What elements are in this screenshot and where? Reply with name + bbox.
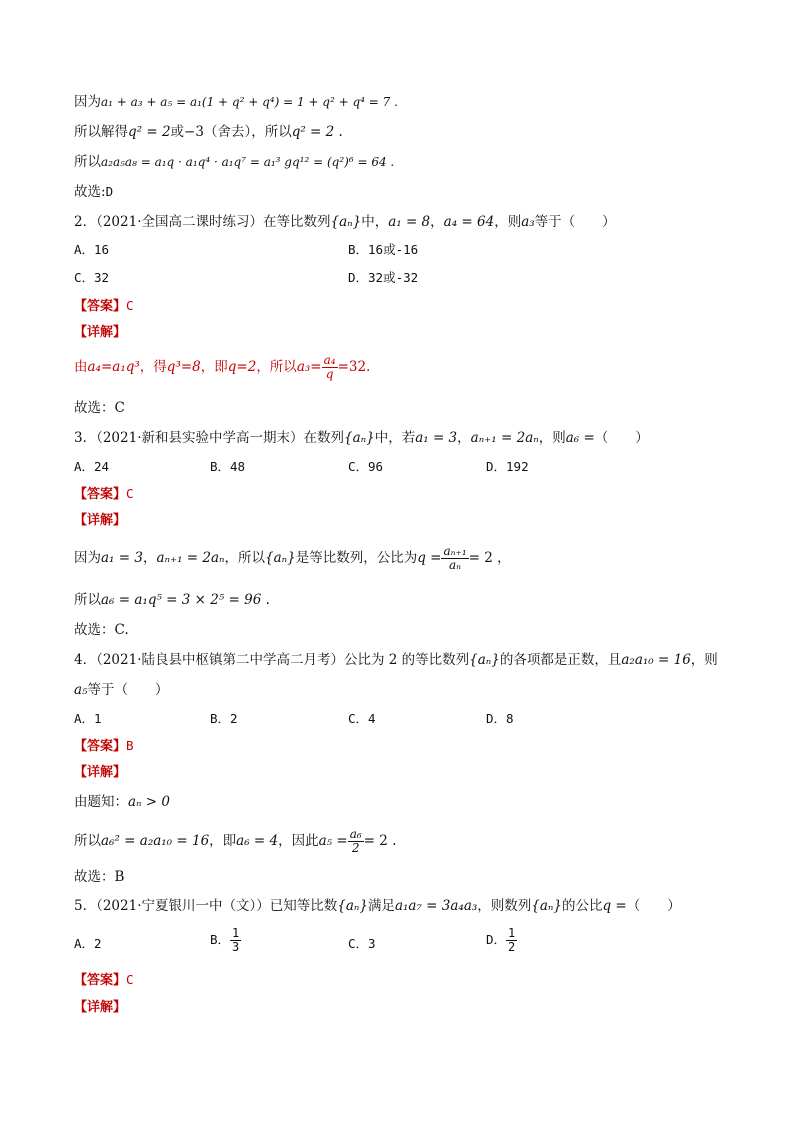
q4-stem: [74, 650, 718, 670]
answer-label: 【答案】: [74, 973, 127, 988]
option-value: 3: [368, 936, 376, 951]
math: aₙ₊₁ = 2aₙ: [470, 430, 539, 446]
fraction: [348, 828, 364, 855]
q3-answer: [74, 484, 134, 505]
math: {aₙ}: [265, 550, 296, 566]
math: {aₙ}: [469, 652, 500, 668]
intro-line-3: [74, 152, 394, 172]
denominator: aₙ: [449, 558, 462, 572]
text: 2．（2021·全国高二课时练习）在等比数列: [74, 214, 331, 230]
option-letter: C．: [348, 936, 369, 951]
option-letter: B．: [210, 932, 231, 947]
text: ，得: [139, 359, 167, 375]
text: 中，若: [374, 430, 416, 446]
q4-conclusion: [74, 867, 124, 887]
math: {aₙ}: [531, 898, 562, 914]
q5-option-a: [74, 934, 102, 954]
numerator: a₄: [323, 353, 336, 367]
intro-line-1: [74, 92, 398, 112]
answer-label: 【答案】: [74, 487, 127, 502]
q4-solution-1: [74, 792, 170, 812]
text: ，所以: [256, 359, 297, 375]
comma: ，: [430, 214, 444, 230]
answer-value: C: [126, 298, 134, 313]
math: a₃: [521, 214, 535, 230]
math: q³=8: [166, 359, 201, 375]
q5-option-c: [348, 934, 376, 954]
text: 等于（ ）: [87, 682, 169, 698]
q3-stem: [74, 428, 649, 448]
option-value: 2: [94, 936, 102, 951]
text: 的公比: [561, 898, 603, 914]
text: ，即: [200, 359, 228, 375]
q4-solution-2: [74, 826, 396, 856]
math: a₄ = 64: [443, 214, 495, 230]
text: 由题知：: [74, 794, 128, 810]
q4-option-d: D．8: [486, 711, 514, 726]
text: 所以: [74, 592, 101, 608]
math: q² = 2: [128, 124, 171, 140]
q5-option-b: [210, 927, 241, 954]
denominator: 2: [508, 940, 516, 954]
text: = 2 .: [363, 833, 397, 849]
q3-option-a: A．24: [74, 459, 110, 474]
math: {aₙ}: [337, 898, 368, 914]
denominator: 2: [351, 841, 360, 855]
math: a₆ =: [565, 430, 595, 446]
text: 因为: [74, 550, 101, 566]
answer-value: C: [126, 486, 134, 501]
text: 的各项都是正数，且: [499, 652, 622, 668]
denominator: q: [325, 367, 334, 381]
option-letter: A．: [74, 936, 95, 951]
detail-label: 【详解】: [74, 765, 127, 780]
math: {aₙ}: [330, 214, 362, 230]
math: a₁ = 3: [415, 430, 458, 446]
q5-option-d: [486, 927, 517, 954]
text: 所以解得: [74, 124, 128, 140]
q4-option-b: B．2: [210, 711, 238, 726]
math: a₁ + a₃ + a₅ = a₁(1 + q² + q⁴) = 1 + q² + q⁴ = 7 .: [101, 95, 398, 109]
q3-option-d: D．192: [486, 459, 529, 474]
math: a₅: [74, 682, 88, 698]
detail-label: 【详解】: [74, 513, 127, 528]
q2-option-c: C．32: [74, 270, 110, 285]
text: 是等比数列，公比为: [295, 550, 418, 566]
math: a₁ = 8: [388, 214, 431, 230]
math: a₂a₅a₈ = a₁q · a₁q⁴ · a₁q⁷ = a₁³ gq¹² = (q²)⁶ = 64 .: [101, 155, 395, 169]
math: q =: [417, 550, 442, 566]
q2-conclusion: [74, 398, 125, 418]
text: ，因此: [278, 833, 319, 849]
q2-answer: [74, 296, 134, 317]
q4-stem-cont: [74, 680, 168, 700]
text: 故选：C: [74, 400, 125, 416]
text: ，则: [494, 214, 522, 230]
intro-line-2: [74, 122, 343, 142]
numerator: 1: [232, 926, 240, 940]
q3-detail-label: [74, 510, 126, 531]
q2-stem: [74, 212, 616, 232]
text: （舍去），所以: [203, 124, 292, 140]
answer-label: 【答案】: [74, 299, 127, 314]
math: a₆ = a₁q⁵ = 3 × 2⁵ = 96 .: [101, 592, 270, 608]
text: 5．（2021·宁夏银川一中（文））已知等比数: [74, 898, 338, 914]
math: a₂a₁₀ = 16: [621, 652, 691, 668]
text: 由: [74, 359, 88, 375]
math: q =: [602, 898, 627, 914]
math: a₁a₇ = 3a₄a₃: [394, 898, 478, 914]
option-letter: D．: [486, 932, 507, 947]
answer-label: 【答案】: [74, 739, 127, 754]
text: 4．（2021·陆良县中枢镇第二中学高二月考）公比为 2 的等比数列: [74, 652, 470, 668]
detail-label: 【详解】: [74, 1000, 127, 1015]
q4-answer: [74, 736, 134, 757]
q3-solution-1: [74, 543, 511, 573]
math: a₄=a₁q³: [87, 359, 140, 375]
text: 所以: [74, 154, 101, 170]
text: ，即: [209, 833, 237, 849]
answer-value: C: [126, 972, 134, 987]
q4-option-c: C．4: [348, 711, 376, 726]
q5-answer: [74, 970, 134, 991]
intro-line-4: [74, 182, 113, 202]
q2-detail-label: [74, 322, 126, 343]
fraction: [322, 354, 338, 381]
text: 因为: [74, 94, 101, 110]
q2-option-b: B．16或-16: [348, 242, 419, 257]
comma: ，: [457, 430, 471, 446]
math: a₅ =: [318, 833, 348, 849]
text: 故选：C.: [74, 622, 129, 638]
q3-option-c: C．96: [348, 459, 384, 474]
q5-detail-label: [74, 997, 126, 1018]
text: 中，: [361, 214, 389, 230]
q5-stem: [74, 896, 681, 916]
answer-letter: D: [105, 184, 114, 199]
numerator: aₙ₊₁: [443, 544, 467, 558]
math: a₆² = a₂a₁₀ = 16: [101, 833, 210, 849]
math: a₆ = 4: [236, 833, 279, 849]
fraction: [441, 545, 468, 572]
q3-solution-2: [74, 590, 270, 610]
comma: ，: [142, 550, 157, 566]
math: a₁ = 3: [101, 550, 143, 566]
text: （ ）: [594, 430, 649, 446]
text: ，则数列: [477, 898, 532, 914]
math: aₙ₊₁ = 2aₙ: [156, 550, 225, 566]
text: 故选:: [74, 184, 106, 200]
math: q=2: [227, 359, 257, 375]
text: （ ）: [626, 898, 681, 914]
text: ，则: [690, 652, 718, 668]
fraction: [506, 927, 517, 954]
q3-option-b: B．48: [210, 459, 246, 474]
text: ，则: [538, 430, 566, 446]
text: 所以: [74, 833, 101, 849]
q3-conclusion: [74, 620, 129, 640]
answer-value: B: [126, 738, 134, 753]
q4-detail-label: [74, 762, 126, 783]
math: {aₙ}: [344, 430, 375, 446]
text: 3．（2021·新和县实验中学高一期末）在数列: [74, 430, 344, 446]
q2-option-d: D．32或-32: [348, 270, 419, 285]
text: = 2 ，: [468, 550, 511, 566]
detail-label: 【详解】: [74, 325, 127, 340]
math: −3: [184, 124, 204, 140]
math: a₃=: [296, 359, 322, 375]
text: 等于（ ）: [534, 214, 616, 230]
math: q² = 2 .: [291, 124, 343, 140]
q4-option-a: A．1: [74, 711, 102, 726]
denominator: 3: [232, 940, 240, 954]
text: =32.: [337, 359, 371, 375]
text: 满足: [367, 898, 395, 914]
text: 或: [170, 124, 185, 140]
text: 故选：B: [74, 869, 125, 885]
numerator: 1: [508, 926, 516, 940]
fraction: [230, 927, 241, 954]
math: aₙ > 0: [128, 794, 171, 810]
q2-option-a: A．16: [74, 242, 110, 257]
q2-solution: [74, 352, 370, 382]
numerator: a₆: [349, 827, 362, 841]
text: ，所以: [224, 550, 266, 566]
